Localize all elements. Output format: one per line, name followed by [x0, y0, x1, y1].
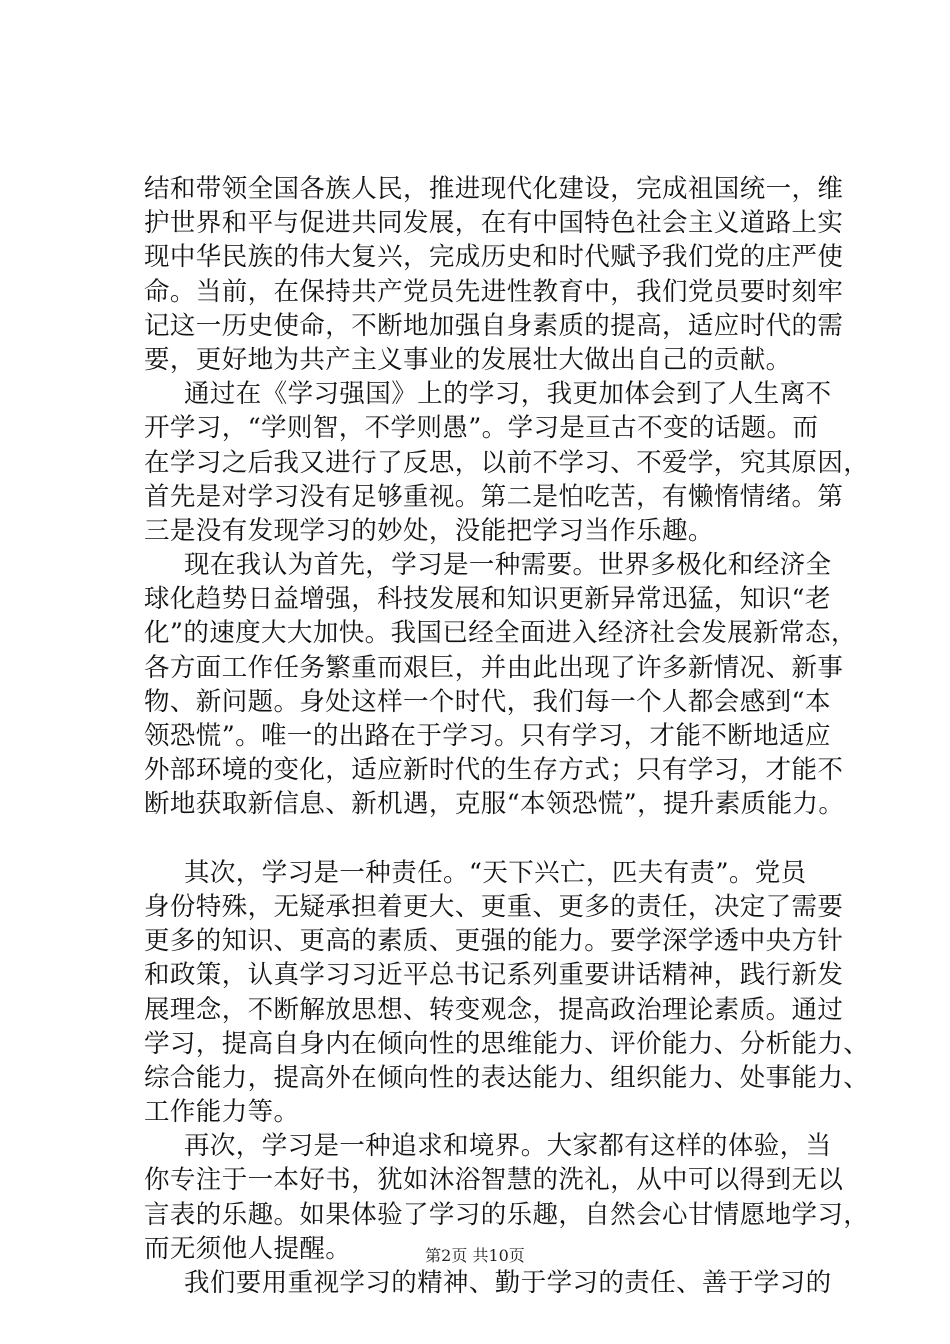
text-line: 和政策，认真学习习近平总书记系列重要讲话精神，践行新发	[144, 960, 844, 991]
text-line: 领恐慌”。唯一的出路在于学习。只有学习，才能不断地适应	[144, 721, 831, 751]
text-line: 学习，提高自身内在倾向性的思维能力、评价能力、分析能力、	[144, 1028, 870, 1059]
text-line: 首先是对学习没有足够重视。第二是怕吃苦，有懒惰情绪。第	[144, 481, 844, 512]
text-line: 断地获取新信息、新机遇，克服“本领恐慌”，提升素质能力。	[144, 789, 845, 820]
paragraph-spacer	[144, 822, 824, 856]
text-line: 物、新问题。身处这样一个时代，我们每一个人都会感到“本	[144, 686, 831, 717]
text-line: 开学习，“学则智，不学则愚”。学习是亘古不变的话题。而	[144, 413, 819, 444]
text-line: 言表的乐趣。如果体验了学习的乐趣，自然会心甘情愿地学习，	[144, 1199, 870, 1230]
text-line: 身份特殊，无疑承担着更大、更重、更多的责任，决定了需要	[144, 891, 844, 922]
text-line: 要，更好地为共产主义事业的发展壮大做出自己的贡献。	[144, 344, 792, 375]
text-line: 再次，学习是一种追求和境界。大家都有这样的体验，当	[184, 1131, 832, 1162]
text-line: 化”的速度大大加快。我国已经全面进入经济社会发展新常态，	[144, 618, 857, 649]
paragraph-6	[144, 1266, 832, 1300]
text-line: 综合能力，提高外在倾向性的表达能力、组织能力、处事能力、	[144, 1062, 870, 1093]
text-line: 三是没有发现学习的妙处，没能把学习当作乐趣。	[144, 515, 714, 546]
paragraph-3	[144, 548, 857, 822]
text-line: 展理念，不断解放思想、转变观念，提高政治理论素质。通过	[144, 994, 844, 1025]
page-footer	[0, 1243, 950, 1266]
text-line: 外部环境的变化，适应新时代的生存方式；只有学习，才能不	[144, 755, 844, 786]
paragraph-4	[144, 856, 870, 1130]
text-line: 在学习之后我又进行了反思，以前不学习、不爱学，究其原因，	[144, 447, 870, 478]
document-body	[144, 172, 870, 1300]
text-line: 通过在《学习强国》上的学习，我更加体会到了人生离不	[184, 379, 832, 410]
text-line: 护世界和平与促进共同发展，在有中国特色社会主义道路上实	[144, 208, 844, 239]
paragraph-2	[144, 377, 870, 548]
text-line: 现中华民族的伟大复兴，完成历史和时代赋予我们党的庄严使	[144, 242, 844, 273]
text-line: 各方面工作任务繁重而艰巨，并由此出现了许多新情况、新事	[144, 652, 844, 683]
text-line: 现在我认为首先，学习是一种需要。世界多极化和经济全	[184, 550, 832, 581]
paragraph-1	[144, 172, 844, 377]
text-line: 记这一历史使命，不断地加强自身素质的提高，适应时代的需	[144, 310, 844, 341]
text-line: 结和带领全国各族人民，推进现代化建设，完成祖国统一，维	[144, 174, 844, 204]
page-number-label: 第2页 共10页	[425, 1246, 525, 1265]
text-line: 而无须他人提醒。	[144, 1233, 352, 1264]
text-line: 命。当前，在保持共产党员先进性教育中，我们党员要时刻牢	[144, 276, 844, 307]
text-line: 工作能力等。	[144, 1097, 300, 1128]
text-line: 更多的知识、更高的素质、更强的能力。要学深学透中央方针	[144, 926, 844, 957]
text-line: 其次，学习是一种责任。“天下兴亡，匹夫有责”。党员	[184, 857, 807, 888]
text-line: 你专注于一本好书，犹如沐浴智慧的洗礼，从中可以得到无以	[144, 1165, 844, 1196]
text-line: 我们要用重视学习的精神、勤于学习的责任、善于学习的	[184, 1268, 832, 1298]
text-line: 球化趋势日益增强，科技发展和知识更新异常迅猛，知识“老	[144, 584, 831, 615]
